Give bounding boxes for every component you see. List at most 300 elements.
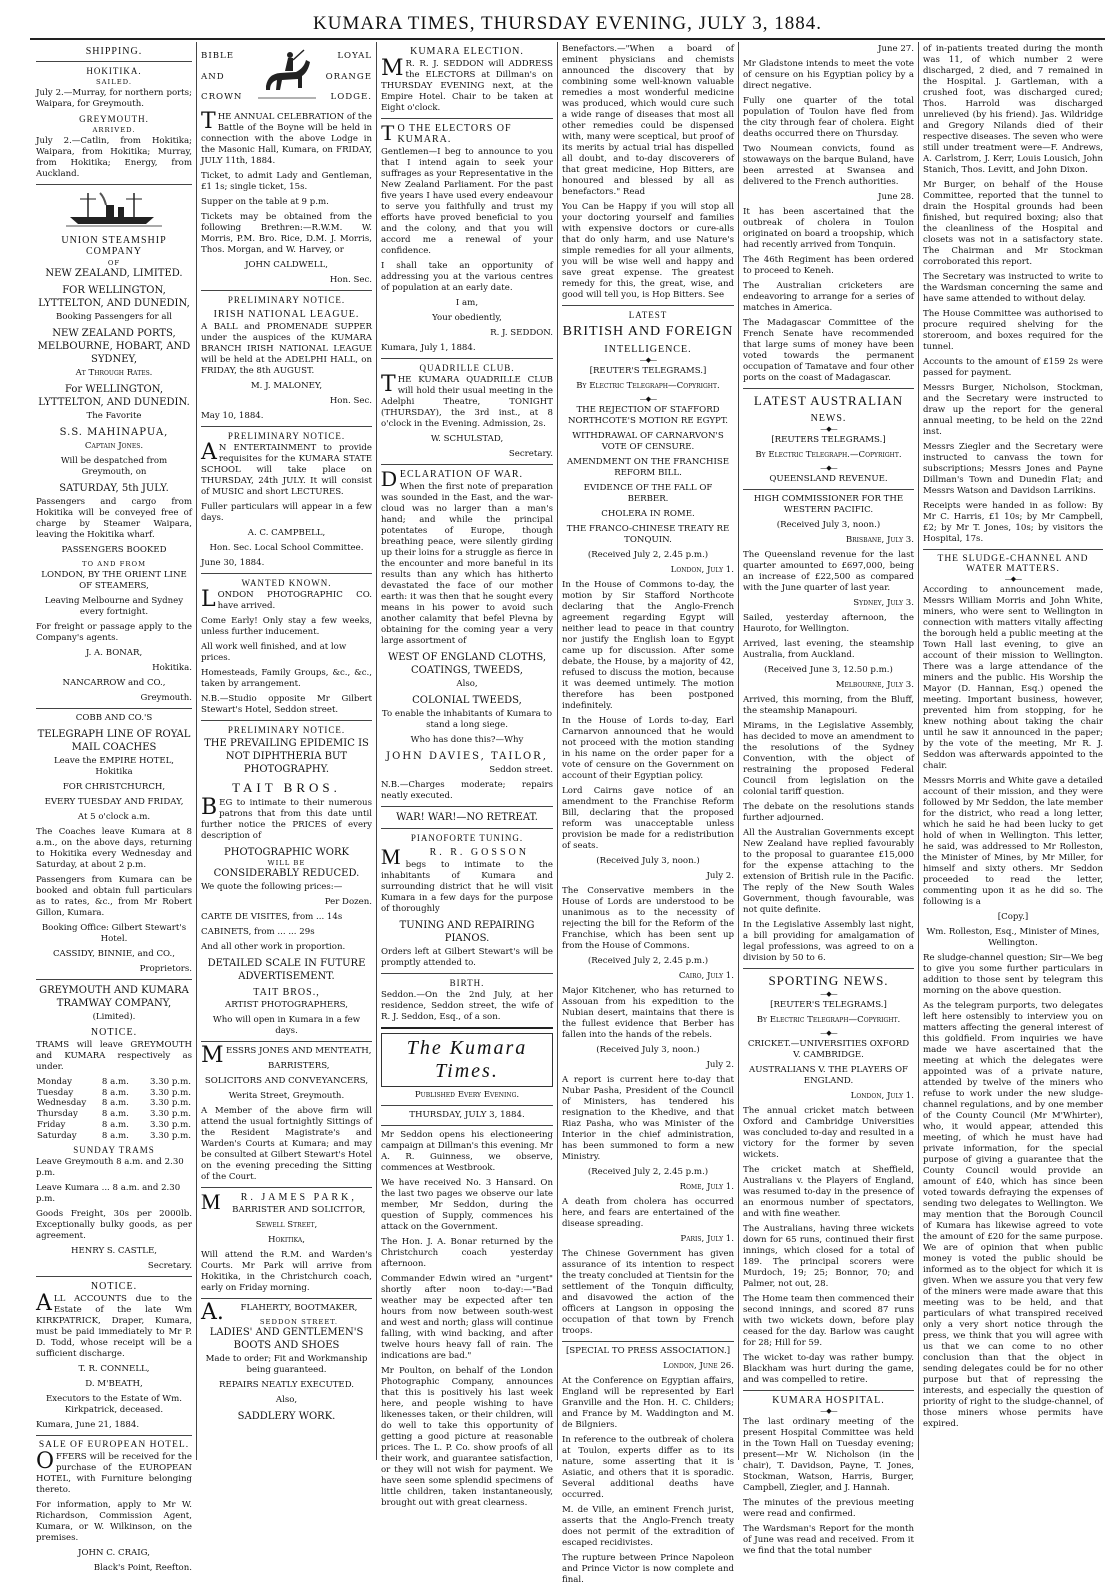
column-2 bbox=[197, 42, 377, 1460]
jones-menteath: MESSRS JONES AND MENTEATH, bbox=[201, 1042, 372, 1068]
divider bbox=[381, 118, 553, 119]
divider bbox=[381, 1125, 553, 1126]
tramway: GREYMOUTH AND KUMARA TRAMWAY COMPANY, bbox=[39, 985, 189, 1009]
reuters-label-2: [REUTERS TELEGRAMS.] bbox=[771, 435, 886, 445]
orange-text: ORANGE bbox=[325, 71, 372, 82]
trams-text: TRAMS will leave GREYMOUTH and KUMARA respectively as under. bbox=[36, 1040, 192, 1072]
timetable-row bbox=[36, 1109, 192, 1120]
election-heading: KUMARA ELECTION. bbox=[410, 46, 524, 57]
sunday-trams: SUNDAY TRAMS bbox=[73, 1145, 155, 1156]
further-text: Fuller particulars will appear in a few days. bbox=[201, 501, 372, 523]
seddon-street: Seddon street. bbox=[489, 765, 553, 775]
divider bbox=[381, 1105, 553, 1106]
nb-text: N.B.—Charges moderate; repairs neatly executed. bbox=[381, 780, 553, 801]
hospital-cont-8: Receipts were handed in as follow: By Mr C. Harris, £1 10s; by Mr Campbell, £2; by Mr T. Jones, 10s; by visitors the Hospital, 17s. bbox=[923, 501, 1103, 544]
toulon-fled: Fully one quarter of the total population of Toulon have fled from the city through fear of cholera. Eight deaths occurred there on Thursday. bbox=[743, 96, 914, 139]
orange-lodge-emblem bbox=[201, 46, 372, 108]
park-text: Will attend the R.M. and Warden's Courts. Mr Park will arrive from Hokitika, in the Christchurch coach, early on Friday morning. bbox=[201, 1249, 372, 1293]
james-park: MR. JAMES PARK, bbox=[201, 1188, 357, 1214]
cricket-4: The Home team then commenced their second innings, and scored 87 runs with two wickets down, before play ceased for the day. Barlow was caught for 28; Hill for 59. bbox=[743, 1294, 914, 1348]
divider bbox=[36, 184, 192, 185]
leave-empire: Leave the EMPIRE HOTEL, Hokitika bbox=[53, 756, 175, 777]
to-from: TO AND FROM bbox=[81, 560, 147, 568]
seddon-address: MR. R. J. SEDDON will ADDRESS the ELECTORS at Dillman's on THURSDAY EVENING next, at the Empire Hotel. Chair to be taken at Eight o'clock. bbox=[381, 56, 553, 113]
qld-revenue: QUEENSLAND REVENUE. bbox=[769, 474, 888, 484]
sailed-label: SAILED. bbox=[95, 78, 133, 86]
studio: N.B.—Studio opposite Mr Gilbert Stewart's Hotel, Seddon street. bbox=[201, 693, 372, 715]
through-rates: At Through Rates. bbox=[75, 368, 153, 378]
legislative: In the Legislative Assembly last night, a bill providing for amalgamation of legal professions, was agreed to on a division by 50 to 6. bbox=[743, 920, 914, 963]
cassidy: CASSIDY, BINNIE, and CO., bbox=[52, 949, 176, 959]
loyal-text: LOYAL bbox=[337, 51, 372, 61]
may-date: May 10, 1884. bbox=[201, 410, 264, 421]
caldwell: JOHN CALDWELL, bbox=[245, 259, 328, 270]
cairo: Cairo, July 1. bbox=[678, 971, 734, 981]
page-columns bbox=[32, 42, 1107, 1585]
ornament: —◆— bbox=[1004, 575, 1022, 583]
letter-text: Gentlemen—I beg to announce to you that I intend again to seek your suffrages as your Representative in the New Zealand Parliament. For the past five years I have used every endeavour to serve you faithfully and trust my efforts have proved beneficial to you and the colony, and that you will accord me a renewal of your confidence. bbox=[381, 147, 553, 256]
london-july1: London, July 1. bbox=[670, 565, 734, 575]
proprietors: Proprietors. bbox=[139, 964, 192, 974]
news-12: The rupture between Prince Napoleon and Prince Victor is now complete and final. bbox=[562, 1553, 734, 1585]
cabinets: CABINETS, from ... ... 29s bbox=[201, 926, 315, 937]
hospital-cont-1: of in-patients treated during the month was 11, of which number 2 were discharged, 2 died, and 7 remained in the Hospital. J. Gartleman, with a crushed foot, was discharged cured; Thos. Harrold was discharged unrelieved (by his friend). Jas. Wildridge and Gregory Nilands died of their respective diseases. The seven who were still under treatment were—F. Andrews, A. Carlstrom, J. Kerr, Louis Lousich, John Stanich, Thos. Levitt, and John Dixon. bbox=[923, 44, 1103, 175]
editorial-1: Mr Seddon opens his electioneering campaign at Dillman's this evening. Mr A. R. Guinness, we observe, commences at Westbrook. bbox=[381, 1130, 553, 1173]
craig-place: Black's Point, Reefton. bbox=[93, 1563, 192, 1574]
news-heading: NEWS. bbox=[810, 413, 847, 424]
saddlery: SADDLERY WORK. bbox=[237, 1410, 336, 1422]
sunday-1: Leave Greymouth 8 a.m. and 2.30 p.m. bbox=[36, 1157, 184, 1179]
passengers-text: Passengers and cargo from Hokitika will be conveyed free of charge by Steamer Waipara, leaving the Hokitika wharf. bbox=[36, 497, 192, 540]
ornament: —◆— bbox=[639, 356, 657, 364]
by-telegraph-3: By Electric Telegraph—Copyright. bbox=[756, 1015, 901, 1025]
quote: We quote the following prices:— bbox=[201, 881, 343, 892]
who-will: Who will open in Kumara in a few days. bbox=[212, 1014, 361, 1036]
passengers-kumara: Passengers from Kumara can be booked and obtain full particulars as to rates, &c., from Mr Robert Gillon, Kumara. bbox=[36, 875, 192, 918]
and-text: AND bbox=[201, 71, 225, 82]
divider bbox=[923, 549, 1103, 550]
column-6 bbox=[919, 42, 1107, 1460]
divider bbox=[743, 1390, 914, 1391]
received-2: (Received July 3, noon.) bbox=[596, 856, 700, 866]
hokitika-heading: HOKITIKA. bbox=[86, 66, 142, 76]
sunday-2: Leave Kumara ... 8 a.m. and 2.30 p.m. bbox=[36, 1183, 181, 1205]
sporting-news: SPORTING NEWS. bbox=[768, 973, 889, 988]
editorial-3: The Hon. J. A. Bonar returned by the Christchurch coach yesterday afternoon. bbox=[381, 1237, 553, 1269]
artist: ARTIST PHOTOGRAPHERS, bbox=[225, 999, 348, 1010]
amendment: AMENDMENT ON THE FRANCHISE REFORM BILL. bbox=[566, 457, 730, 478]
news-5: Major Kitchener, who has returned to Assouan from his expedition to the Nubian desert, maintains that there is the fullest evidence that Berber has fallen into the hands of the rebels. bbox=[562, 986, 734, 1040]
column-1 bbox=[32, 42, 197, 1574]
divider bbox=[36, 1276, 192, 1277]
sludge-2: Messrs Morris and White gave a detailed account of their mission, and they were followed by Mr Seddon, the late member for the district, who read a long letter, which he said he had been lucky to get hold of when in Wellington. This letter, he said, was addressed to Mr Rolleston, the Minister of Mines, by Mr Miller, for himself and sixty others. Mr Seddon proceeded to read the letter, commenting upon it as he did so. The following is a bbox=[923, 776, 1103, 907]
news-9: At the Conference on Egyptian affairs, England will be represented by Earl Granville and the Hon. H. C. Childers; and France by M. Waddington and M. de Bilgniers. bbox=[562, 1376, 734, 1430]
bible-text: BIBLE bbox=[201, 51, 235, 61]
timetable-day: Saturday bbox=[37, 1130, 77, 1141]
executors: Executors to the Estate of Wm. Kirkpatrick, deceased. bbox=[46, 1394, 182, 1416]
rolleston: Wm. Rolleston, Esq., Minister of Mines, Wellington. bbox=[926, 927, 1100, 948]
hospital-heading: KUMARA HOSPITAL. bbox=[772, 1395, 885, 1406]
barristers: BARRISTERS, bbox=[267, 1060, 330, 1071]
sailed-aus: Sailed, yesterday afternoon, the Hauroto, for Wellington. bbox=[743, 613, 914, 634]
at-5: At 5 o'clock a.m. bbox=[77, 812, 151, 822]
king-william-horse-emblem-icon bbox=[257, 46, 317, 107]
aus-players: AUSTRALIANS V. THE PLAYERS OF ENGLAND. bbox=[749, 1065, 908, 1086]
received-4: (Received July 3, noon.) bbox=[596, 1045, 700, 1055]
quadrille-heading: QUADRILLE CLUB. bbox=[419, 363, 515, 373]
reduced: CONSIDERABLY REDUCED. bbox=[213, 867, 360, 879]
editorial-5: Mr Poulton, on behalf of the London Photographic Company, announces that this is positively his last week here, and people wishing to have likenesses taken, or their children, will do well to take this opportunity of getting a good picture at reasonable prices. The L. P. Co. show proofs of all their work, and guarantee satisfaction, or they will not wish for payment. We have seen some splendid specimens of little children, taken instantaneously, brought out with great clearness. bbox=[381, 1366, 553, 1508]
campbell-role: Hon. Sec. Local School Committee. bbox=[209, 542, 364, 553]
cartes: CARTE DE VISITES, from ... 14s bbox=[201, 911, 343, 922]
war-heading: DECLARATION OF WAR. bbox=[381, 466, 523, 491]
war-war: WAR! WAR!—NO RETREAT. bbox=[396, 812, 538, 823]
kumara-july: Kumara, July 1, 1884. bbox=[381, 343, 476, 353]
passengers-booked: PASSENGERS BOOKED bbox=[61, 545, 167, 555]
column-5 bbox=[739, 42, 919, 1556]
timetable-am: 8 a.m. bbox=[101, 1130, 129, 1141]
timetable-row bbox=[36, 1098, 192, 1109]
preliminary-notice-2: PRELIMINARY NOTICE. bbox=[227, 430, 346, 441]
tait-bros: TAIT BROS. bbox=[232, 779, 341, 795]
july-2b: July 2. bbox=[706, 1060, 734, 1070]
timetable-am: 8 a.m. bbox=[101, 1087, 129, 1098]
cricket-5: The wicket to-day was rather bumpy. Blackham was hurt during the game, and was compelled to retire. bbox=[743, 1353, 914, 1385]
qld-text: The Queensland revenue for the last quarter amounted to £697,000, being an increase of £22,500 as compared with the June quarter of last year. bbox=[743, 550, 914, 593]
also: Also, bbox=[275, 1394, 298, 1405]
park-hokitika: Hokitika, bbox=[268, 1234, 305, 1245]
other-work: And all other work in proportion. bbox=[201, 941, 346, 952]
cricket-3: The Australians, having three wickets down for 65 runs, continued their first innings, which closed for a total of 189. The principal scorers were Murdoch, 19; 25; Bonnor, 70; and Palmer, not out, 28. bbox=[743, 1224, 914, 1289]
divider bbox=[36, 708, 192, 709]
limited: (Limited). bbox=[92, 1012, 136, 1022]
ball-text: A BALL and PROMENADE SUPPER under the auspices of the KUMARA BRANCH IRISH NATIONAL LEAGUE will be held at the ADELPHI HALL, on FRIDAY, the 8th AUGUST. bbox=[201, 321, 372, 376]
enable-text: To enable the inhabitants of Kumara to stand a long siege. bbox=[381, 709, 553, 730]
supper-text: Supper on the table at 9 p.m. bbox=[201, 196, 329, 207]
sewell-street: Sewell Street, bbox=[255, 1219, 318, 1230]
timetable-pm: 3.30 p.m. bbox=[150, 1109, 191, 1120]
editorial-4: Commander Edwin wired an "urgent" shortly after noon to-day:—"Bad weather may be expected after ten hours from now between south-west and west and north; glass will continue falling, with wind backing, and after twelve hours heavy fall of rain. The indications are bad." bbox=[381, 1274, 553, 1361]
tait-text: BEG to intimate to their numerous patrons that from this date until further notice the PRICES of every description of bbox=[201, 794, 372, 841]
per-dozen: Per Dozen. bbox=[324, 896, 372, 907]
divider bbox=[201, 1187, 372, 1188]
greymouth-heading: GREYMOUTH. bbox=[79, 114, 149, 124]
seddon-signature: R. J. SEDDON. bbox=[490, 328, 553, 338]
for-wellington: FOR WELLINGTON, LYTTELTON, AND DUNEDIN, bbox=[38, 285, 190, 309]
sale-heading: SALE OF EUROPEAN HOTEL. bbox=[38, 1440, 190, 1451]
hospital-cont-5: Accounts to the amount of £159 2s were passed for payment. bbox=[923, 357, 1103, 378]
arrived-aus: Arrived, last evening, the steamship Australia, from Auckland. bbox=[743, 639, 914, 660]
divider bbox=[381, 828, 553, 829]
campbell: A. C. CAMPBELL, bbox=[247, 527, 326, 538]
divider bbox=[201, 573, 372, 574]
preliminary-notice-1: PRELIMINARY NOTICE. bbox=[227, 294, 346, 305]
tickets-text: Ticket, to admit Lady and Gentleman, £1 1s; single ticket, 15s. bbox=[201, 170, 372, 192]
divider bbox=[562, 305, 734, 306]
timetable-row bbox=[36, 1120, 192, 1131]
timetable-pm: 3.30 p.m. bbox=[150, 1077, 191, 1087]
divider bbox=[36, 61, 192, 62]
brisbane: Brisbane, July 3. bbox=[845, 535, 914, 545]
hospital-1: The last ordinary meeting of the present Hospital Committee was held in the Town Hall on Tuesday evening; present—Mr W. Nicholson (in the chair), T. Davidson, Payne, T. Jones, Stockman, Watson, Harris, Burger, Campbell, Ziegler, and J. Hannah. bbox=[743, 1417, 914, 1493]
goods-text: Goods Freight, 30s per 2000lb. Exceptionally bulky goods, as per agreement. bbox=[36, 1209, 192, 1242]
hospital-cont-6: Messrs Burger, Nicholson, Stockman, and the Secretary were instructed to draw up the report for the general annual meeting, to be held on the 22nd inst. bbox=[923, 383, 1103, 437]
london-july1-sport: London, July 1. bbox=[850, 1091, 914, 1101]
ornament: —◆— bbox=[820, 425, 837, 433]
reuters-label: [REUTER'S TELEGRAMS.] bbox=[589, 366, 707, 376]
castle-secretary: Secretary. bbox=[147, 1261, 192, 1272]
birth-heading: BIRTH. bbox=[449, 978, 485, 988]
received-1: (Received July 2, 2.45 p.m.) bbox=[587, 550, 709, 560]
sludge-1: According to announcement made, Messrs William Morris and John White, miners, who were sent to Wellington in connection with matters vitally affecting the borough held a public meeting at the Town Hall last evening, to give an account of their mission to Wellington. There was a large attendance of the miners and the public. His Worship the Mayor (D. Hannan, Esq.) opened the meeting. Important business, however, prevented him from stopping, for he knew nothing about taking the chair until he saw it announced in the paper; by the vote of the meeting, Mr R. J. Seddon was afterwards appointed to the chair. bbox=[923, 585, 1103, 771]
arrived-aus-2: Arrived, this morning, from the Bluff, the steamship Manapouri. bbox=[743, 695, 914, 716]
sludge-4: As the telegram purports, two delegates left here ostensibly to interview you on matters affecting the general interest of this goldfield. From inquiries we have made we have ascertained that the meeting at which the delegates were appointed was of a private nature, attended by twelve of the miners who refuse to work under the new sludge-channel regulations, and by one member of the County Council (Mr M'Whirter), who, it would appear, attended this meeting, of which he must have had private information, for the special purpose of giving a guarantee that the County Council would provide an amount of £40, which has since been voted towards defraying the expenses of sending two delegates to Wellington. We may mention that the Borough Council of Kumara has likewise agreed to vote the amount of £20 for the same purpose. We are of opinion that when public money is voted the public should be informed as to the object for which it is given. When we assure you that very few of the miners were made aware that this meeting was to be held, and that particulars of what transpired received only a very short notice through the press, we think that you will agree with us that we can come to no other conclusion than that the object in sending delegates could be for no other purpose but that of repressing the interests, and especially the question of priority of right to the sludge-channel, of those miners whose permits have expired. bbox=[923, 1001, 1103, 1429]
flaherty-street: SEDDON STREET. bbox=[259, 1317, 338, 1326]
cobb: COBB AND CO.'S bbox=[75, 713, 153, 723]
sludge-3: Re sludge-channel question; Sir—We beg to give you some further particulars in addition to those sent by telegram this morning on the above question. bbox=[923, 953, 1103, 996]
june-27: June 27. bbox=[878, 44, 914, 54]
hospital-cont-2: Mr Burger, on behalf of the House Committee, reported that the tunnel to drain the Hospital grounds had been finished, but required boxing; also that the cleanliness of the Hospital and closets was not in a satisfactory state. The Chairman and Mr Stockman corroborated this report. bbox=[923, 180, 1103, 267]
birth-text: Seddon.—On the 2nd July, at her residence, Seddon street, the wife of R. J. Seddon, Esq., of a son. bbox=[381, 990, 553, 1022]
hospital-cont-4: The House Committee was authorised to procure required shelving for the storeroom, and boxes required for the tunnel. bbox=[923, 309, 1103, 352]
news-8: The Chinese Government has given assurance of its intention to respect the treaty concluded at Tientsin for the settlement of the Tonquin difficulty, and disavowed the action of the officers at Langson in opposing the occupation of that town by French troops. bbox=[562, 1249, 734, 1336]
gladstone: Mr Gladstone intends to meet the vote of censure on his Egyptian policy by a direct negative. bbox=[743, 59, 914, 91]
craig: JOHN C. CRAIG, bbox=[78, 1548, 150, 1559]
bonar-place: Hokitika. bbox=[152, 663, 192, 673]
every-tuesday: EVERY TUESDAY AND FRIDAY, bbox=[44, 797, 184, 807]
paper-title: The Kumara Times. bbox=[381, 1033, 553, 1087]
piano-heading: PIANOFORTE TUNING. bbox=[410, 833, 524, 843]
column-3 bbox=[377, 42, 558, 1508]
divider bbox=[201, 1041, 372, 1042]
july-2: July 2. bbox=[706, 871, 734, 881]
entertainment-text: AN ENTERTAINMENT to provide requisites for the KUMARA STATE SCHOOL will take place on THURSDAY, 24th JULY. It will consist of MUSIC and short LECTURES. bbox=[201, 439, 372, 497]
maloney-role: Hon. Sec. bbox=[329, 395, 372, 406]
timetable-day: Wednesday bbox=[37, 1098, 87, 1109]
news-11: M. de Ville, an eminent French jurist, asserts that the Anglo-French treaty does not permit of the extradition of escaped recidivistes. bbox=[562, 1505, 734, 1548]
booking-office: Booking Office: Gilbert Stewart's Hotel. bbox=[41, 923, 187, 944]
timetable-am: 8 a.m. bbox=[101, 1077, 129, 1087]
cricket-heading: CRICKET.—UNIVERSITIES OXFORD V. CAMBRIDGE. bbox=[747, 1039, 910, 1060]
i-am: I am, bbox=[455, 298, 479, 308]
booking-text: Booking Passengers for all bbox=[56, 312, 172, 322]
union-title: UNION STEAMSHIP COMPANY bbox=[61, 235, 167, 257]
divider bbox=[381, 358, 553, 359]
captain: Captain Jones. bbox=[84, 441, 144, 451]
flaherty: A.FLAHERTY, BOOTMAKER, bbox=[201, 1299, 358, 1325]
editorial-2: We have received No. 3 Hansard. On the last two pages we observe our late member, Mr Seddon, during the question of Supply, commences his attack on the Government. bbox=[381, 1178, 553, 1232]
divider bbox=[743, 968, 914, 969]
schulstad: W. SCHULSTAD, bbox=[430, 434, 504, 444]
arrived-text: July 2.—Catlin, from Hokitika; Waipara, from Hokitika; Murray, from Hokitika; Energy, from Auckland. bbox=[36, 136, 192, 179]
orders-text: Orders left at Gilbert Stewart's will be promptly attended to. bbox=[381, 947, 553, 968]
june-date: June 30, 1884. bbox=[201, 557, 265, 568]
london-photo: LONDON PHOTOGRAPHIC CO. have arrived. bbox=[201, 586, 372, 612]
timetable-row bbox=[36, 1131, 192, 1142]
masthead-title: KUMARA TIMES, THURSDAY EVENING, JULY 3, 1884. bbox=[313, 13, 822, 34]
received-aus-1: (Received July 3, noon.) bbox=[776, 520, 881, 530]
debate: The debate on the resolutions stands further adjourned. bbox=[743, 802, 914, 823]
coaches-text: The Coaches leave Kumara at 8 a.m., on the above days, returning to Hokitika every Wednesday and Saturday, at about 2 p.m. bbox=[36, 827, 192, 870]
ornament: —◆— bbox=[639, 395, 657, 403]
timetable-day: Monday bbox=[37, 1077, 72, 1087]
union-of: OF bbox=[107, 259, 121, 267]
ship-icon bbox=[36, 189, 192, 231]
john-davies: JOHN DAVIES, TAILOR, bbox=[386, 751, 548, 762]
melbourne: Melbourne, July 3. bbox=[835, 680, 914, 690]
saturday: SATURDAY, 5th JULY. bbox=[59, 483, 169, 494]
irish-league: IRISH NATIONAL LEAGUE. bbox=[213, 308, 360, 320]
celebration-text: THE ANNUAL CELEBRATION of the Battle of the Boyne will be held in connection with the above Lodge in the Masonic Hall, Kumara, on FRIDAY, JULY 11th, 1884. bbox=[201, 108, 372, 166]
news-3: Lord Cairns gave notice of an amendment to the Franchise Reform Bill, declaring that the proposed reform was unacceptable unless provision be made for a redistribution of seats. bbox=[562, 786, 734, 851]
paris: Paris, July 1. bbox=[680, 1234, 734, 1244]
notice-heading: NOTICE. bbox=[90, 1027, 138, 1038]
nancarrow-place: Greymouth. bbox=[140, 693, 192, 703]
tait-bros-2: TAIT BROS., bbox=[253, 986, 320, 998]
hospital-cont-7: Messrs Ziegler and the Secretary were instructed to canvass the town for subscriptions; Messrs Jones and Payne Dillman's Town and Dunedin Flat; and Messrs Watson and Davidson Larrikins. bbox=[923, 442, 1103, 496]
also-3: Also, bbox=[456, 679, 478, 689]
news-4: The Conservative members in the House of Lords are understood to be unanimous as to the necessity of rejecting the bill for the Reform of the Franchise, which has been sent up from the House of Commons. bbox=[562, 886, 734, 951]
you-can-text: You Can be Happy if you will stop all your doctoring yourself and families with expensive doctors or cure-alls that do only harm, and use Nature's simple remedies for all your ailments, you will be wise well and happy and save great expense. The greatest remedy for this, the great, wise, and good will tell you, is Hop Bitters. See bbox=[562, 202, 734, 300]
ornament: —◆— bbox=[820, 990, 837, 998]
offers-text: OFFERS will be received for the purchase of the EUROPEAN HOTEL, with Furniture belonging thereto. bbox=[36, 1449, 192, 1496]
madagascar: The Madagascar Committee of the French Senate have recommended that large sums of money have been voted towards the permanent occupation of Tamatave and four other ports on the coast of Madagascar. bbox=[743, 318, 914, 383]
by-telegraph-2: By Electric Telegraph.—Copyright. bbox=[755, 450, 902, 460]
timetable-day: Thursday bbox=[37, 1109, 78, 1120]
kumara-date: Kumara, June 21, 1884. bbox=[36, 1420, 140, 1431]
caldwell-role: Hon. Sec. bbox=[329, 274, 372, 285]
will-be: WILL BE bbox=[267, 858, 306, 867]
reuters-label-3: [REUTER'S TELEGRAMS.] bbox=[770, 1000, 887, 1010]
ornament: —◆— bbox=[820, 1407, 837, 1415]
evidence: EVIDENCE OF THE FALL OF BERBER. bbox=[583, 483, 713, 504]
latest-heading: LATEST bbox=[628, 310, 668, 320]
despatched: Will be despatched from Greymouth, on bbox=[60, 456, 168, 477]
london-orient: LONDON, BY THE ORIENT LINE OF STEAMERS, bbox=[41, 570, 187, 591]
withdrawal: WITHDRAWAL OF CARNARVON'S VOTE OF CENSURE. bbox=[572, 431, 724, 452]
date-line: THURSDAY, JULY 3, 1884. bbox=[409, 1110, 525, 1120]
timetable-pm: 3.30 p.m. bbox=[150, 1087, 191, 1098]
photo-work: PHOTOGRAPHIC WORK bbox=[224, 846, 349, 858]
news-6: A report is current here to-day that Nubar Pasha, President of the Council of Ministers, has tendered his resignation to the Khedive, and that Riaz Pasha, who was Minister of the Interior in the chief administration, has been summoned to form a new Ministry. bbox=[562, 1075, 734, 1162]
quadrille-text: THE KUMARA QUADRILLE CLUB will hold their usual meeting in the Adelphi Theatre, TONIGHT (THURSDAY), the 3rd inst., at 8 o'clock in the Evening. Admission, 2s. bbox=[381, 372, 553, 429]
mirams: Mirams, in the Legislative Assembly, has decided to move an amendment to the resolutions of the Sydney Convention, with the object of restraining the proposed Federal Council from legislation on the colonial tariff question. bbox=[743, 721, 914, 797]
outbreak: It has been ascertained that the outbreak of cholera in Toulon originated on board a troopship, which had recently arrived from Tonquin. bbox=[743, 207, 914, 250]
timetable-row bbox=[36, 1088, 192, 1099]
for-christchurch: FOR CHRISTCHURCH, bbox=[62, 782, 166, 792]
hospital-2: The minutes of the previous meeting were read and confirmed. bbox=[743, 1498, 914, 1519]
timetable-day: Friday bbox=[37, 1119, 66, 1130]
rejection: THE REJECTION OF STAFFORD NORTHCOTE'S MOTION RE EGYPT. bbox=[567, 405, 729, 426]
solicitors: SOLICITORS AND CONVEYANCERS, bbox=[204, 1075, 369, 1086]
nancarrow: NANCARROW and CO., bbox=[62, 678, 166, 688]
divider bbox=[36, 979, 192, 980]
leaving: Leaving Melbourne and Sydney every fortnight. bbox=[44, 596, 184, 617]
timetable-am: 8 a.m. bbox=[101, 1119, 129, 1130]
received-aus-2: (Received June 3, 12.50 p.m.) bbox=[764, 665, 893, 675]
high-commissioner: HIGH COMMISSIONER FOR THE WESTERN PACIFIC. bbox=[753, 494, 904, 515]
war-text: When the first note of preparation was sounded in the East, and the war-cloud was no larger than a man's hand; and while the principal potentates of Europe, though breathing peace, were silently girding up their loins for a struggle as fierce in the encounter and more baneful in its results than any which has hitherto devastated the face of our mother earth: it was then that he sought every means in his power to avoid such another calamity that befel Plevna by obtaining for the coming year a very large assortment of bbox=[381, 482, 553, 646]
favorite: The Favorite bbox=[86, 411, 142, 421]
made-order: Made to order; Fit and Workmanship being guaranteed. bbox=[205, 1353, 368, 1375]
timetable-pm: 3.30 p.m. bbox=[150, 1130, 191, 1141]
hospital-3: The Wardsman's Report for the month of June was read and received. From it we find that the total number bbox=[743, 1524, 914, 1556]
nz-ports: NEW ZEALAND PORTS, MELBOURNE, HOBART, AND SYDNEY, bbox=[37, 328, 191, 365]
maloney: M. J. MALONEY, bbox=[250, 380, 323, 391]
british-heading: BRITISH AND FOREIGN bbox=[562, 324, 734, 339]
ship-name: S.S. MAHINAPUA, bbox=[59, 427, 169, 438]
werita: Werita Street, Greymouth. bbox=[228, 1090, 345, 1101]
divider bbox=[743, 489, 914, 490]
timetable-day: Tuesday bbox=[37, 1087, 74, 1098]
timetable-row bbox=[36, 1077, 192, 1088]
lodge-text: LODGE. bbox=[330, 92, 372, 103]
divider bbox=[381, 464, 553, 465]
cholera-rome: CHOLERA IN ROME. bbox=[601, 509, 695, 519]
franco-chinese: THE FRANCO-CHINESE TREATY RE TONQUIN. bbox=[566, 524, 730, 545]
ladies: LADIES' AND GENTLEMEN'S BOOTS AND SHOES bbox=[209, 1326, 364, 1351]
timetable-am: 8 a.m. bbox=[101, 1098, 129, 1109]
shipping-heading: SHIPPING. bbox=[85, 46, 143, 57]
masthead bbox=[30, 10, 1105, 40]
divider bbox=[381, 806, 553, 807]
to-electors: TO THE ELECTORS OF KUMARA. bbox=[381, 120, 512, 145]
cricket-1: The annual cricket match between Oxford and Cambridge Universities was concluded to-day and resulted in a victory for the former by seven wickets. bbox=[743, 1106, 914, 1160]
benefactors-text: Benefactors.—"When a board of eminent physicians and chemists announced the discovery that by combining some well-known valuable remedies a most wonderful medicine was produced, which would cure such a wide range of diseases that most all other remedies could be dispensed with, many were sceptical, but proof of its merits by actual trial has dispelled all doubt, and to-day discoverers of that great medicine, Hop Bitters, are honoured and blessed by all as benefactors." Read bbox=[562, 44, 734, 197]
come-early: Come Early! Only stay a few weeks, unless further inducement. bbox=[201, 615, 372, 637]
all-australian: All the Australian Governments except New Zealand have replied favourably to the proposal to guarantee £15,000 for the expense attaching to the extension of British rule in the Pacific. The reply of the New South Wales Government, though favourable, was not quite definite. bbox=[743, 828, 914, 915]
news-1: In the House of Commons to-day, the motion by Sir Stafford Northcote declaring that the Anglo-French agreement regarding Egypt will neither lead to peace in that country nor justify the English loan to Egypt came up for discussion. After some debate, the House, by a majority of 42, refused to discuss the motion, because it was deemed untimely. The motion therefore has been postponed indefinitely. bbox=[562, 580, 734, 711]
received-5: (Received July 2, 2.45 p.m.) bbox=[587, 1167, 709, 1177]
divider bbox=[743, 388, 914, 389]
info-text: For information, apply to Mr W. Richardson, Commission Agent, Kumara, or W. Wilkinson, on the premises. bbox=[36, 1500, 192, 1544]
ornament: —◆— bbox=[820, 464, 837, 472]
divider bbox=[201, 720, 372, 721]
all-work: All work well finished, and at low prices. bbox=[201, 641, 347, 663]
sailed-text: July 2.—Murray, for northern ports; Waipara, for Greymouth. bbox=[36, 88, 192, 109]
published: Published Every Evening. bbox=[414, 1090, 520, 1100]
divider bbox=[201, 290, 372, 291]
west-england: WEST OF ENGLAND CLOTHS, COATINGS, TWEEDS, bbox=[388, 652, 546, 676]
news-10: In reference to the outbreak of cholera at Toulon, experts differ as to its nature, some asserting that it is Asiatic, and others that it is sporadic. Several additional deaths have occurred. bbox=[562, 1435, 734, 1500]
divider bbox=[201, 426, 372, 427]
crown-text: CROWN bbox=[201, 92, 243, 103]
notice-heading-2: NOTICE. bbox=[90, 1281, 138, 1293]
timetable-pm: 3.30 p.m. bbox=[150, 1119, 191, 1130]
noumean: Two Noumean convicts, found as stowaways on the barque Buland, have been arrested at Swansea and delivered to the French authorities. bbox=[743, 144, 914, 187]
epidemic: THE PREVAILING EPIDEMIC IS NOT DIPHTHERIA BUT PHOTOGRAPHY. bbox=[204, 737, 369, 775]
detailed: DETAILED SCALE IN FUTURE ADVERTISEMENT. bbox=[207, 957, 366, 982]
homesteads: Homesteads, Family Groups, &c., &c., taken by arrangement. bbox=[201, 667, 372, 689]
timetable-am: 8 a.m. bbox=[101, 1109, 129, 1120]
freight-text: For freight or passage apply to the Company's agents. bbox=[36, 622, 192, 643]
barrister-solicitor: BARRISTER AND SOLICITOR, bbox=[232, 1204, 366, 1215]
union-nz: NEW ZEALAND, LIMITED. bbox=[45, 268, 183, 279]
who-done: Who has done this?—Why bbox=[410, 735, 524, 745]
mbeath: D. M'BEATH, bbox=[85, 1379, 143, 1390]
column-4 bbox=[558, 42, 739, 1585]
divider bbox=[201, 1298, 372, 1299]
divider bbox=[36, 1435, 192, 1436]
for-wellington-2: For WELLINGTON, LYTTELTON, AND DUNEDIN. bbox=[38, 384, 190, 408]
london-june26: London, June 26. bbox=[663, 1361, 734, 1371]
tuning: TUNING AND REPAIRING PIANOS. bbox=[399, 920, 535, 944]
divider bbox=[381, 1027, 553, 1029]
gosson-text: begs to intimate to the inhabitants of Kumara and surrounding district that he will visit Kumara in a few days for the purpose of thoroughly bbox=[381, 860, 553, 914]
cricketers: The Australian cricketers are endeavoring to arrange for a series of matches in America. bbox=[743, 281, 914, 313]
arrived-label: ARRIVED. bbox=[92, 126, 136, 134]
colonial-tweeds: COLONIAL TWEEDS, bbox=[412, 695, 522, 706]
